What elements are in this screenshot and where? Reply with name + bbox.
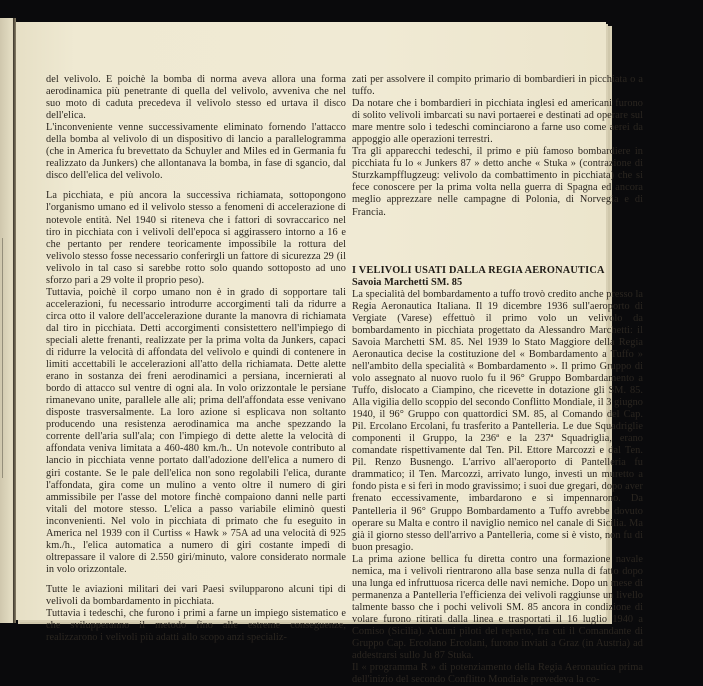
- paragraph: zati per assolvere il compito primario di bombardieri in picchiata o a tuffo.: [352, 74, 643, 98]
- paragraph: L'inconveniente venne successivamente eliminato fornendo l'attacco della bomba al velivolo di un dispositivo di lancio a parallelogramma (che in America fu brevettato da Schuyler and Miles ed in Germania fu realizzato da Junkers) che allontanava la bomba, in fase di sgancio, dal disco dell'elica del velivolo.: [46, 122, 346, 182]
- book-spine: [13, 18, 16, 623]
- paragraph: Il « programma R » di potenziamento della Regia Aeronautica prima dell'inizio del secondo Conflitto Mondiale prevedeva la co-: [352, 662, 643, 686]
- paragraph: Da notare che i bombardieri in picchiata inglesi ed americani furono di solito velivoli imbarcati su navi portaerei e destinati ad operare sul mare mentre solo i tedeschi cominciarono a farne uso come aerei da appoggio alle operazioni terrestri.: [352, 98, 643, 146]
- right-text-column: [352, 74, 643, 686]
- paragraph: del velivolo. E poichè la bomba di norma aveva allora una forma aerodinamica più penetrante di quella del velivolo, avveniva che nel suo moto di caduta precedeva il velivolo stesso ed urtava il disco dell'elica.: [46, 74, 346, 122]
- left-text-column: [46, 74, 346, 644]
- section-heading: I VELIVOLI USATI DALLA REGIA AERONAUTICA: [352, 264, 605, 276]
- paragraph: Tuttavia, poichè il corpo umano non è in grado di sopportare tali accelerazioni, fu necessario introdurre accorgimenti tali da ridurre a circa otto il valore dell'accelerazione durante la manovra di richiamata dal tiro in picchiata. Detti accorgimenti consistettero nell'impiego di speciali alette frenanti, realizzate per la prima volta da Junkers, capaci di ridurre la velocità di affondata del velivolo e quindi di contenere in limiti accettabili le accelerazioni all'atto della richiamata. Dette alette erano in sostanza dei freni aerodinamici a persiana, incernierati al bordo di attacco sul ventre di ogni ala. In volo orizzontale le persiane rimanevano unite, parallele alle ali; prima dell'affondata esse venivano disposte trasversalmente. La loro azione si esplicava non soltanto producendo una resistenza aerodinamica ma anche spezzando la corrente dell'aria sull'ala; con l'impiego di dette alette la velocità di affondata veniva limitata a 460-480 km./h.. Un notevole contributo al lancio in picchiata venne portato dall'adozione dell'elica a numero di giri costante. Se le pale dell'elica non sono regolabili l'elica, durante l'affondata, gira come un mulino a vento oltre il numero di giri ammissibile per l'asse del motore finchè compaiono danni nelle parti vitali del motore stesso. L'elica a passo variabile eliminò questi inconvenienti. Nel volo in picchiata di primato che fu eseguito in America nel 1939 con il Curtiss « Hawk » 75A ad una velocità di 925 km./h., l'elica automatica a numero di giri costante impedì di oltrepassare il valore di 2.550 giri/minuto, valore considerato normale in volo orizzontale.: [46, 286, 346, 575]
- section-subheading: Savoia Marchetti SM. 85: [352, 276, 463, 288]
- paragraph: La specialità del bombardamento a tuffo trovò credito anche presso la Regia Aeronautica Italiana. Il 19 dicembre 1936 sull'aeroporto di Vergiate (Varese) effettuò il primo volo un velivolo da bombardamento in picchiata progettato da Alessandro Marchetti: il Savoia Marchetti SM. 85. Nel 1939 lo Stato Maggiore della Regia Aeronautica decise la costituzione del « Bombardamento a Tuffo » nell'ambito della specialità « Bombardamento ». Il primo Gruppo di volo assegnato al nuovo ruolo fu il 96° Gruppo Bombardamento a Tuffo, dislocato a Ciampino, che ricevette in dotazione gli SM. 85. Alla vigilia dello scoppio del secondo Conflitto Mondiale, il 3 giugno 1940, il 96° Gruppo con quattordici SM. 85, al Comando del Cap. Pil. Ercolano Ercolani, fu trasferito a Pantelleria. Le due Squadriglie componenti il Gruppo, la 236ª e la 237ª Squadriglia, erano comandate rispettivamente dal Ten. Pil. Ettore Marcozzi e dal Ten. Pil. Renzo Busnengo. L'arrivo all'aeroporto di Pantelleria fu drammatico; il Ten. Marcozzi, arrivato lungo, investì un muretto a fondo pista e si ferì in modo gravissimo; i suoi due gregari, dopo aver frenato eccessivamente, imbardarono e si impennarono. Da Pantelleria il 96° Gruppo Bombardamento a Tuffo avrebbe dovuto operare su Malta e contro il naviglio nemico nel canale di Sicilia. Ma già il giorno stesso dell'arrivo a Pantelleria, come si è visto, non fu di buon presagio.: [352, 288, 643, 553]
- paragraph: Tra gli apparecchi tedeschi, il primo e più famoso bombardiere in picchiata fu lo « Junkers 87 » detto anche « Stuka » (contrazione di Sturzkampfflugzeug: velivolo da combattimento in picchiata) che si fece conoscere per la prima volta nella guerra di Spagna ed ancora meglio apprezzare nelle campagne di Polonia, di Norvegia e di Francia.: [352, 146, 643, 218]
- paragraph: Tutte le aviazioni militari dei vari Paesi svilupparono alcuni tipi di velivoli da bombardamento in picchiata.: [46, 583, 346, 607]
- paragraph: La picchiata, e più ancora la successiva richiamata, sottopongono l'organismo umano ed il velivolo stesso a fenomeni di accelerazione di notevole entità. Nel 1940 si riteneva che i fattori di sovraccarico nel tiro in picchiata con i velivoli dell'epoca si aggirassero intorno a 16 e che pertanto per rendere teoricamente impossibile la rottura del velivolo stesso fosse necessario conferirgli un fattore di sicurezza 29 (il velivolo in tal caso si sarebbe rotto solo quando sottoposto ad uno sforzo pari a 29 volte il proprio peso).: [46, 190, 346, 286]
- paragraph: Tuttavia i tedeschi, che furono i primi a farne un impiego sistematico e che svilupperanno il metodo fino alle estreme conseguenze, realizzarono i velivoli più adatti allo scopo anzi specializ-: [46, 608, 346, 644]
- paragraph: La prima azione bellica fu diretta contro una formazione navale nemica, ma i velivoli rientrarono alla base senza nulla di fatto dopo una lunga ed infruttuosa ricerca delle navi nemiche. Dopo un mese di permanenza a Pantelleria l'efficienza dei velivoli raggiunse un livello talmente basso che i pochi velivoli SM. 85 ancora in condizione di volare furono ritirati dalla linea e trasportati il 16 luglio 1940 a Comiso (Sicilia). Alcuni piloti del reparto, fra cui il Comandante di Gruppo Cap. Ercolano Ercolani, furono inviati a Graz (in Austria) ad addestrarsi sullo Ju 87 Stuka.: [352, 553, 643, 662]
